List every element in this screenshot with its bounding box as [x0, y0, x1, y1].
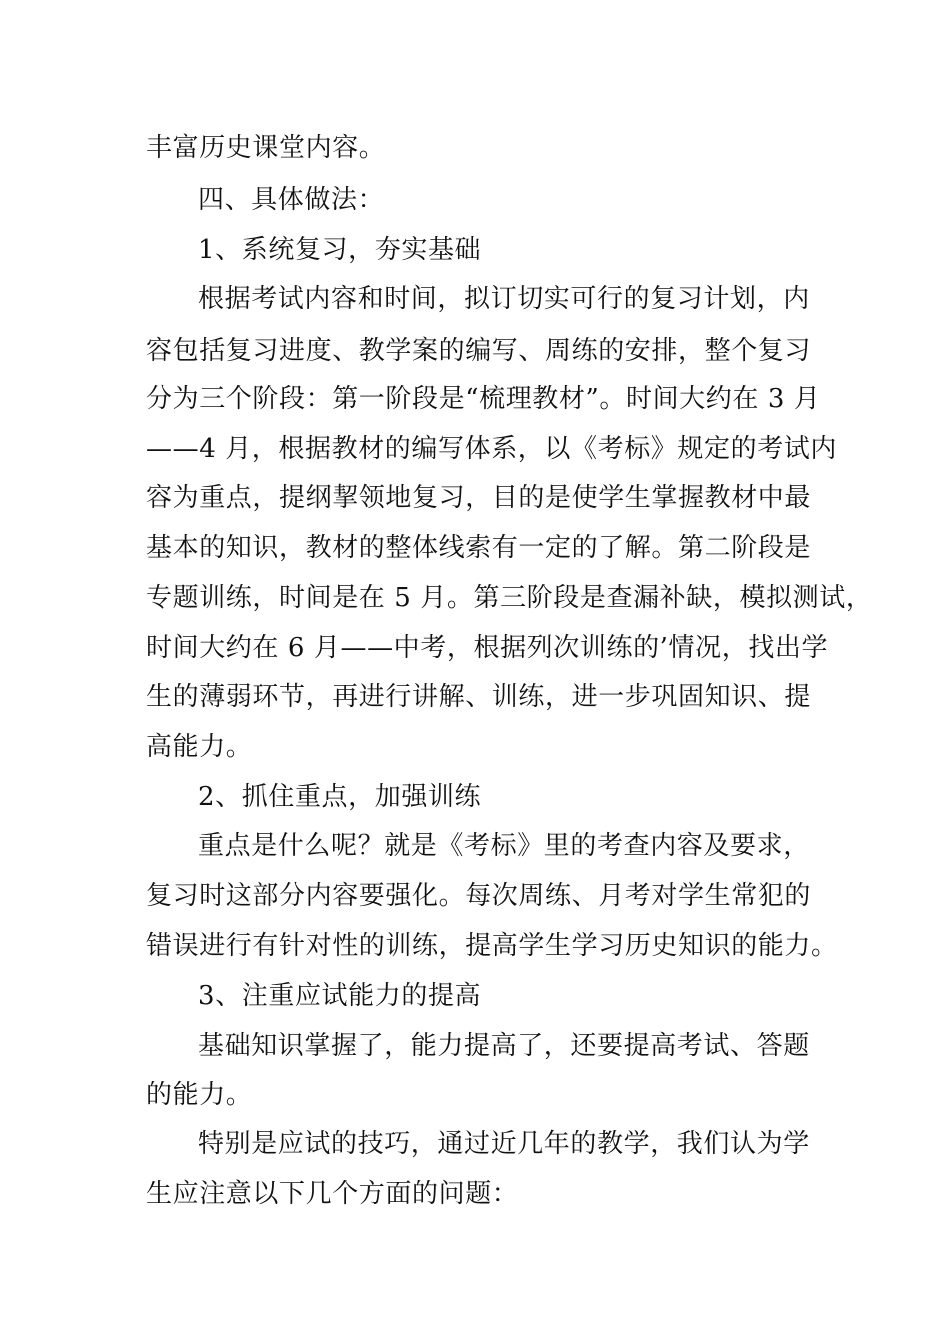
paragraph-line: 时间大约在 6 月——中考，根据列次训练的’情况，找出学	[146, 633, 829, 663]
paragraph-line: 专题训练，时间是在 5 月。第三阶段是查漏补缺，模拟测试，	[146, 583, 873, 613]
paragraph-line: 容为重点，提纲挈领地复习，目的是使学生掌握教材中最	[146, 483, 812, 513]
paragraph-line: ——4 月，根据教材的编写体系，以《考标》规定的考试内	[146, 434, 838, 464]
paragraph-line: 高能力。	[146, 732, 253, 762]
subsection-heading: 3、注重应试能力的提高	[198, 981, 482, 1011]
paragraph-line: 特别是应试的技巧，通过近几年的教学，我们认为学	[198, 1129, 810, 1159]
subsection-heading: 1、系统复习，夯实基础	[198, 235, 482, 265]
paragraph-line: 分为三个阶段：第一阶段是“梳理教材”。时间大约在 3 月	[146, 384, 821, 414]
section-heading: 四、具体做法：	[198, 185, 385, 215]
paragraph-line: 生应注意以下几个方面的问题：	[146, 1179, 519, 1209]
paragraph-line: 根据考试内容和时间，拟订切实可行的复习计划，内	[198, 284, 810, 314]
paragraph-line: 重点是什么呢？就是《考标》里的考查内容及要求，	[198, 831, 810, 861]
paragraph-line: 基本的知识，教材的整体线索有一定的了解。第二阶段是	[146, 533, 812, 563]
paragraph-line: 基础知识掌握了，能力提高了，还要提高考试、答题	[198, 1031, 810, 1061]
subsection-heading: 2、抓住重点，加强训练	[198, 782, 482, 812]
text-line: 丰富历史课堂内容。	[146, 133, 386, 163]
paragraph-line: 的能力。	[146, 1080, 253, 1110]
paragraph-line: 复习时这部分内容要强化。每次周练、月考对学生常犯的	[146, 881, 812, 911]
paragraph-line: 生的薄弱环节，再进行讲解、训练，进一步巩固知识、提	[146, 682, 812, 712]
paragraph-line: 错误进行有针对性的训练，提高学生学习历史知识的能力。	[146, 931, 838, 961]
paragraph-line: 容包括复习进度、教学案的编写、周练的安排，整个复习	[146, 336, 812, 366]
